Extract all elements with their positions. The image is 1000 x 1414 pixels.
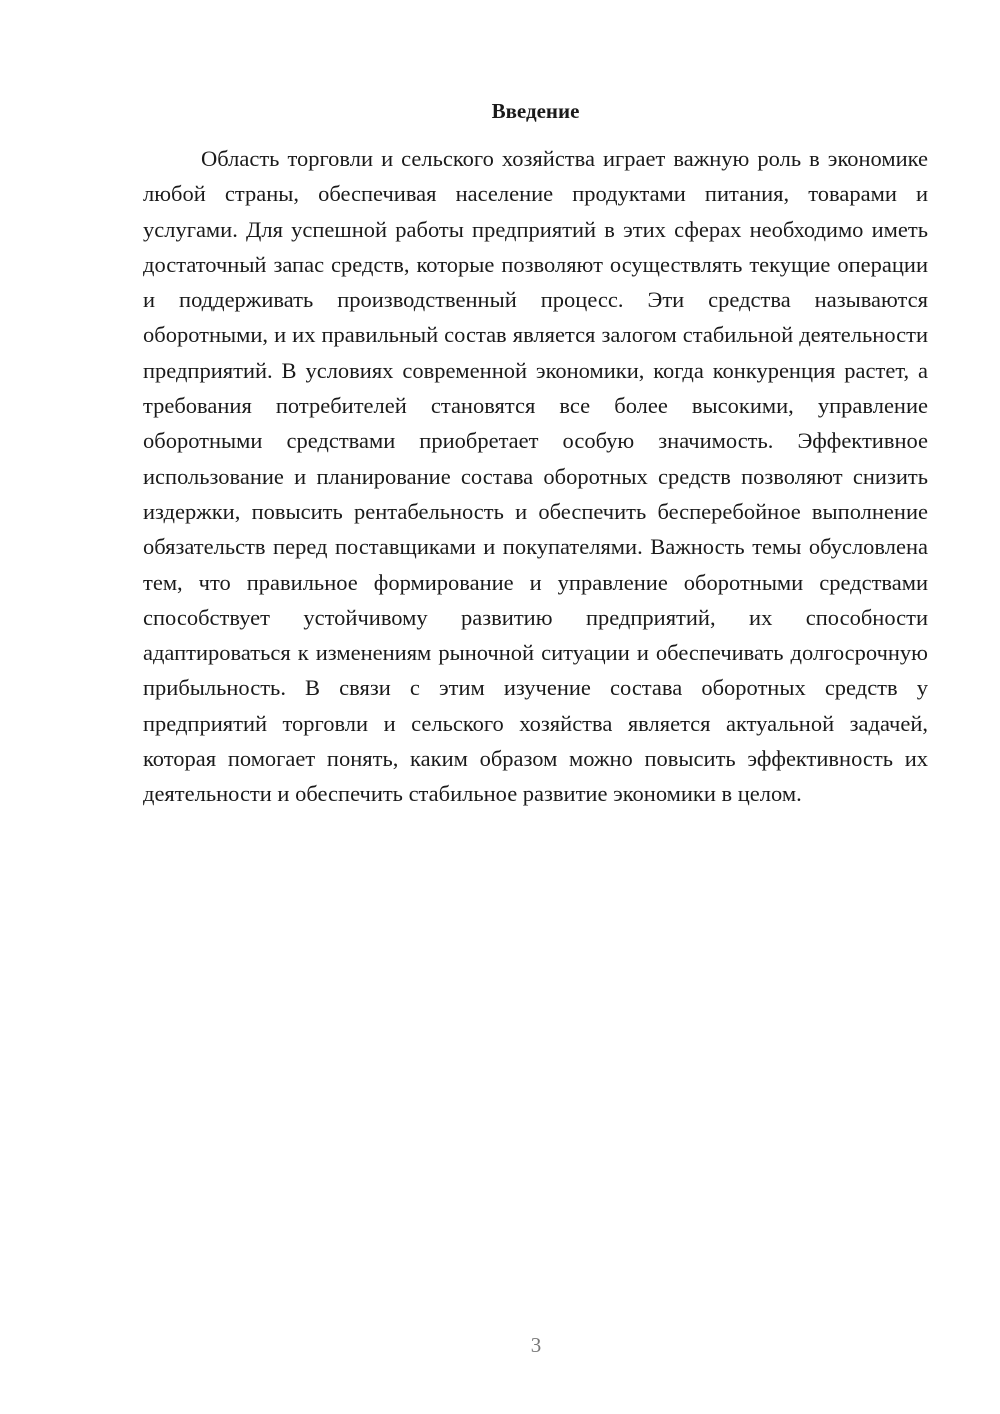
page-number: 3 — [530, 1333, 542, 1357]
introduction-paragraph: Область торговли и сельского хозяйства играет важную роль в экономике любой страны, обеспечивая население продуктами питания, товарами и услугами. Для успешной работы предприятий в этих сферах необходимо иметь достаточный запас средств, которые позволяют осуществлять текущие операции и поддерживать производственный процесс. Эти средства называются оборотными, и их правильный состав является залогом стабильной деятельности предприятий. В условиях современной экономики, когда конкуренция растет, а требования потребителей становятся все более высокими, управление оборотными средствами приобретает особую значимость. Эффективное использование и планирование состава оборотных средств позволяют снизить издержки, повысить рентабельность и обеспечить бесперебойное выполнение обязательств перед поставщиками и покупателями. Важность темы обусловлена тем, что правильное формирование и управление оборотными средствами способствует устойчивому развитию предприятий, их способности адаптироваться к изменениям рыночной ситуации и обеспечивать долгосрочную прибыльность. В связи с этим изучение состава оборотных средств у предприятий торговли и сельского хозяйства является актуальной задачей, которая помогает понять, каким образом можно повысить эффективность их деятельности и обеспечить стабильное развитие экономики в целом. — [143, 146, 928, 807]
section-heading: Введение — [491, 99, 580, 123]
